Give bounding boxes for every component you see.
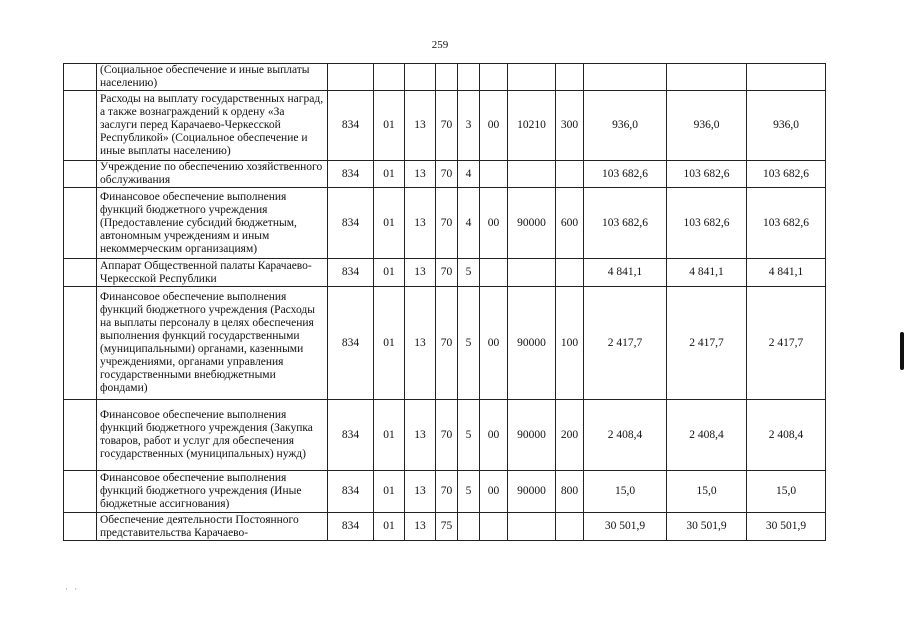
cell-pr: 13 (405, 161, 436, 188)
cell-y3: 936,0 (747, 91, 826, 161)
table-row (64, 287, 826, 400)
cell-gr: 834 (328, 259, 374, 287)
cell-rz: 01 (374, 513, 405, 541)
cell-c1: 70 (436, 287, 458, 400)
cell-y2: 30 501,9 (667, 513, 747, 541)
cell-vr (556, 513, 584, 541)
cell-gr: 834 (328, 400, 374, 471)
table-body (64, 64, 826, 541)
cell-gr: 834 (328, 161, 374, 188)
cell-y3: 103 682,6 (747, 161, 826, 188)
cell-c4 (508, 259, 556, 287)
budget-table (63, 63, 826, 541)
cell-rz: 01 (374, 287, 405, 400)
cell-c3: 00 (480, 91, 508, 161)
cell-vr: 600 (556, 188, 584, 259)
row-number-cell (64, 471, 97, 513)
cell-c2 (458, 513, 480, 541)
cell-y2 (667, 64, 747, 91)
cell-pr (405, 64, 436, 91)
table-row (64, 400, 826, 471)
page-number: 259 (431, 39, 449, 51)
table-row (64, 188, 826, 259)
cell-c1: 70 (436, 471, 458, 513)
table-row (64, 513, 826, 541)
cell-c1 (436, 64, 458, 91)
cell-c4: 90000 (508, 400, 556, 471)
row-number-cell (64, 188, 97, 259)
cell-pr: 13 (405, 471, 436, 513)
cell-vr (556, 259, 584, 287)
cell-pr: 13 (405, 513, 436, 541)
cell-y2: 103 682,6 (667, 188, 747, 259)
cell-gr: 834 (328, 471, 374, 513)
cell-c2 (458, 64, 480, 91)
cell-rz: 01 (374, 400, 405, 471)
cell-c4: 90000 (508, 471, 556, 513)
table-row (64, 471, 826, 513)
cell-y3 (747, 64, 826, 91)
cell-c3: 00 (480, 471, 508, 513)
cell-c1: 75 (436, 513, 458, 541)
cell-y3: 103 682,6 (747, 188, 826, 259)
cell-desc: Финансовое обеспечение выполнения функций бюджетного учреждения (Закупка товаров, работ и услуг для обеспечения государственных (муниципальных) нужд) (97, 400, 328, 471)
cell-c3 (480, 513, 508, 541)
row-number-cell (64, 161, 97, 188)
cell-c4 (508, 64, 556, 91)
cell-y1: 103 682,6 (584, 188, 667, 259)
cell-c2: 3 (458, 91, 480, 161)
cell-desc: Финансовое обеспечение выполнения функций бюджетного учреждения (Предоставление субсидий бюджетным, автономным учреждениям и иным некоммерческим организациям) (97, 188, 328, 259)
cell-y2: 103 682,6 (667, 161, 747, 188)
cell-c3 (480, 259, 508, 287)
cell-c3 (480, 161, 508, 188)
cell-rz: 01 (374, 471, 405, 513)
cell-rz: 01 (374, 91, 405, 161)
cell-y1: 15,0 (584, 471, 667, 513)
cell-c1: 70 (436, 400, 458, 471)
cell-pr: 13 (405, 287, 436, 400)
cell-rz: 01 (374, 259, 405, 287)
cell-rz: 01 (374, 161, 405, 188)
cell-c1: 70 (436, 259, 458, 287)
cell-c2: 4 (458, 161, 480, 188)
cell-rz: 01 (374, 188, 405, 259)
row-number-cell (64, 513, 97, 541)
cell-desc: Финансовое обеспечение выполнения функций бюджетного учреждения (Расходы на выплаты персоналу в целях обеспечения выполнения функций государственными (муниципальными) органами, казенными учреждениями, органами управления государственными внебюджетными фондами) (97, 287, 328, 400)
cell-gr (328, 64, 374, 91)
cell-gr: 834 (328, 287, 374, 400)
cell-vr: 200 (556, 400, 584, 471)
cell-c4: 90000 (508, 188, 556, 259)
cell-y3: 2 408,4 (747, 400, 826, 471)
cell-y2: 2 417,7 (667, 287, 747, 400)
cell-vr (556, 161, 584, 188)
cell-pr: 13 (405, 188, 436, 259)
cell-c2: 5 (458, 471, 480, 513)
cell-c2: 4 (458, 188, 480, 259)
cell-gr: 834 (328, 513, 374, 541)
cell-c3: 00 (480, 287, 508, 400)
cell-y1: 936,0 (584, 91, 667, 161)
cell-vr: 300 (556, 91, 584, 161)
cell-c2: 5 (458, 400, 480, 471)
cell-c1: 70 (436, 188, 458, 259)
cell-y2: 15,0 (667, 471, 747, 513)
cell-y1: 2 408,4 (584, 400, 667, 471)
row-number-cell (64, 287, 97, 400)
cell-c3: 00 (480, 400, 508, 471)
cell-desc: Расходы на выплату государственных наград, а также вознаграждений к ордену «За заслуги перед Карачаево-Черкесской Республикой» (Социальное обеспечение и иные выплаты населению) (97, 91, 328, 161)
cell-y1: 103 682,6 (584, 161, 667, 188)
cell-desc: (Социальное обеспечение и иные выплаты населению) (97, 64, 328, 91)
cell-y1: 4 841,1 (584, 259, 667, 287)
cell-c4: 10210 (508, 91, 556, 161)
cell-vr (556, 64, 584, 91)
cell-y2: 936,0 (667, 91, 747, 161)
cell-pr: 13 (405, 259, 436, 287)
cell-desc: Финансовое обеспечение выполнения функций бюджетного учреждения (Иные бюджетные ассигнования) (97, 471, 328, 513)
cell-c3 (480, 64, 508, 91)
cell-y2: 4 841,1 (667, 259, 747, 287)
cell-c4: 90000 (508, 287, 556, 400)
table-row (64, 161, 826, 188)
cell-y3: 15,0 (747, 471, 826, 513)
cell-pr: 13 (405, 91, 436, 161)
cell-y1: 2 417,7 (584, 287, 667, 400)
cell-c3: 00 (480, 188, 508, 259)
cell-c2: 5 (458, 287, 480, 400)
row-number-cell (64, 259, 97, 287)
row-number-cell (64, 400, 97, 471)
cell-vr: 800 (556, 471, 584, 513)
scan-specks: · · (65, 584, 80, 594)
cell-c2: 5 (458, 259, 480, 287)
cell-gr: 834 (328, 91, 374, 161)
cell-gr: 834 (328, 188, 374, 259)
table-row (64, 64, 826, 91)
cell-y1: 30 501,9 (584, 513, 667, 541)
cell-y3: 30 501,9 (747, 513, 826, 541)
row-number-cell (64, 91, 97, 161)
cell-y3: 2 417,7 (747, 287, 826, 400)
cell-rz (374, 64, 405, 91)
cell-c4 (508, 513, 556, 541)
cell-pr: 13 (405, 400, 436, 471)
table-row (64, 259, 826, 287)
cell-desc: Учреждение по обеспечению хозяйственного обслуживания (97, 161, 328, 188)
cell-desc: Обеспечение деятельности Постоянного представительства Карачаево- (97, 513, 328, 541)
cell-y2: 2 408,4 (667, 400, 747, 471)
cell-y1 (584, 64, 667, 91)
cell-c4 (508, 161, 556, 188)
cell-y3: 4 841,1 (747, 259, 826, 287)
table-row (64, 91, 826, 161)
cell-desc: Аппарат Общественной палаты Карачаево-Черкесской Республики (97, 259, 328, 287)
row-number-cell (64, 64, 97, 91)
cell-c1: 70 (436, 91, 458, 161)
cell-c1: 70 (436, 161, 458, 188)
cell-vr: 100 (556, 287, 584, 400)
scan-edge-mark (900, 332, 904, 370)
